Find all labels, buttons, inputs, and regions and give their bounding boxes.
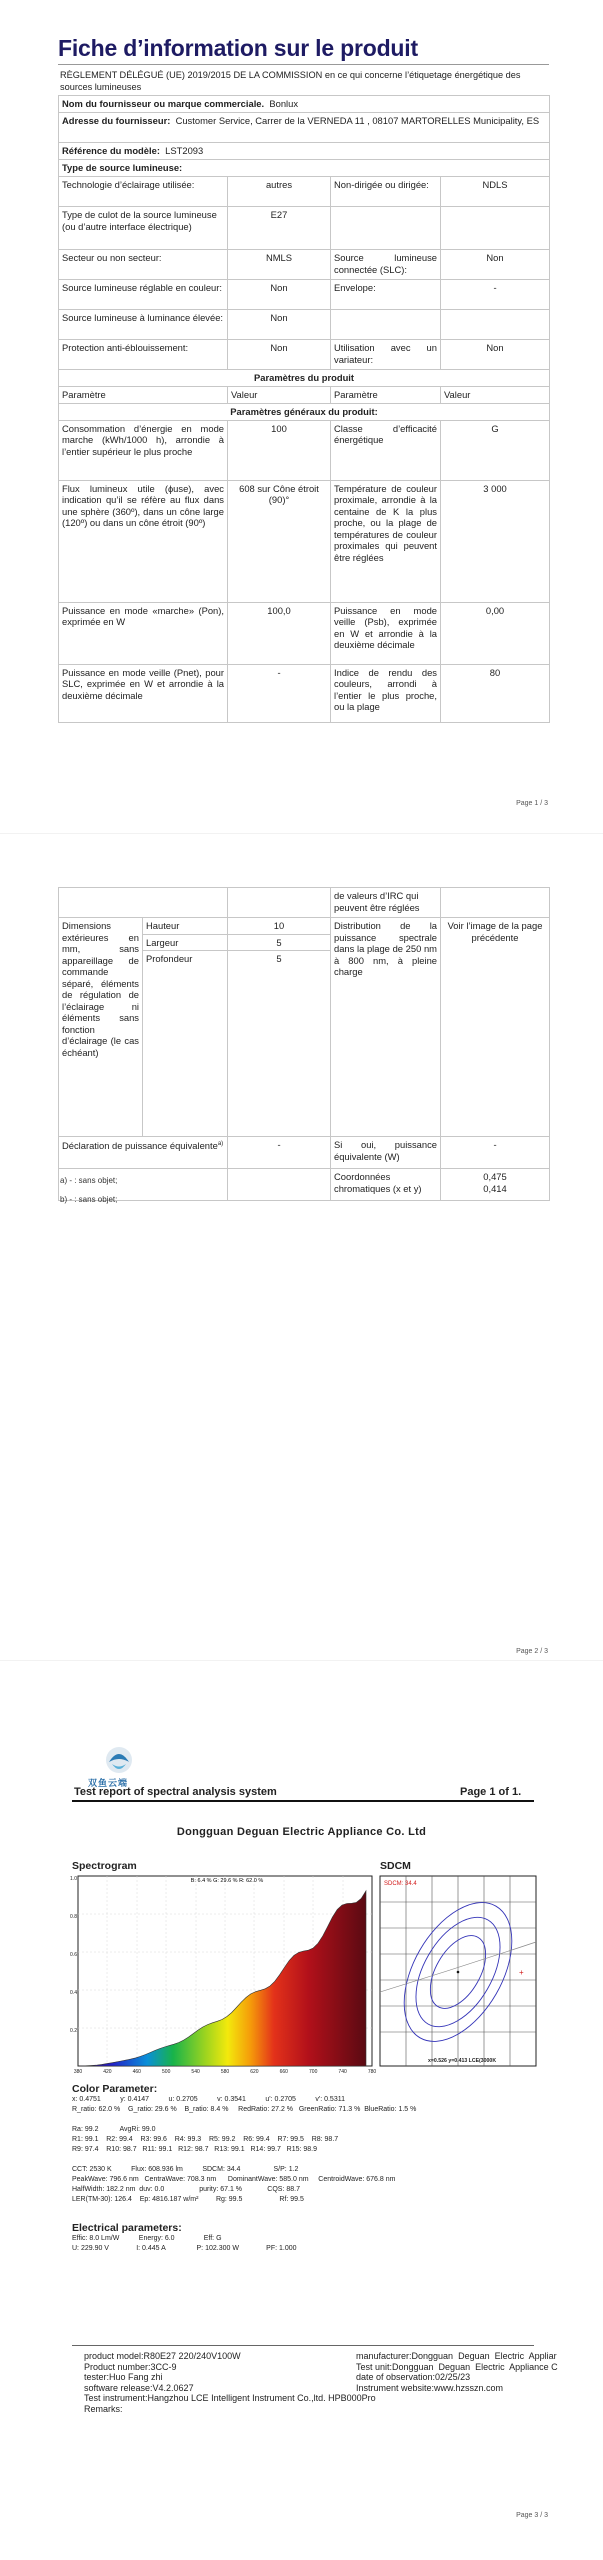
address-label: Adresse du fournisseur: [62, 115, 171, 126]
params-header: Paramètres du produit [59, 370, 550, 387]
colour-label: Source lumineuse réglable en couleur: [59, 280, 228, 310]
general-header: Paramètres généraux du produit: [59, 404, 550, 421]
cri-label: Indice de rendu des couleurs, arrondi à l’entier le plus proche, ou la plage [331, 664, 441, 722]
footer-right-line: date of observation:02/25/23 [356, 2372, 471, 2382]
cct-value: 3 000 [441, 480, 550, 602]
address-value: Customer Service, Carrer de la VERNEDA 11 , 08107 MARTORELLES Municipality, ES [175, 115, 540, 126]
envelope-label: Envelope: [331, 280, 441, 310]
spectro-x-tick: 700 [309, 2069, 318, 2075]
footnote-b: b) - : sans objet; [60, 1195, 118, 1204]
footer-right-line: manufacturer:Dongguan Deguan Electric Appliar [356, 2351, 557, 2361]
glare-value: Non [228, 340, 331, 370]
footer-left-line: Product number:3CC-9 [84, 2361, 177, 2372]
dimmer-label: Utilisation avec un variateur: [331, 340, 441, 370]
regulation-text [60, 69, 548, 93]
height-label: Hauteur [143, 918, 228, 935]
col-param-1: Paramètre [59, 387, 228, 404]
footer-right-line: Test unit:Dongguan Deguan Electric Appliance C [356, 2361, 558, 2372]
color-param-label: Color Parameter: [72, 2083, 158, 2095]
standby-value: 0,00 [441, 602, 550, 664]
page-1 [0, 0, 603, 833]
color-param-line: HalfWidth: 182.2 nm duv: 0.0 purity: 67.1 % CQS: 88.7 [72, 2186, 300, 2193]
onpower-label: Puissance en mode «marche» (Pon), exprimée en W [59, 602, 228, 664]
spectral-label: Distribution de la puissance spectrale dans la plage de 250 nm à 800 nm, à pleine charge [331, 918, 441, 1137]
document-title: Fiche d’information sur le produit [58, 35, 418, 61]
spectro-x-tick: 740 [338, 2069, 347, 2075]
tech-label: Technologie d’éclairage utilisée: [59, 177, 228, 207]
consumption-label: Consommation d’énergie en mode marche (kWh/1000 h), arrondie à l’entier supérieur le plus proche [59, 420, 228, 480]
report-title: Test report of spectral analysis system [74, 1786, 277, 1798]
spectrogram-label: Spectrogram [72, 1860, 137, 1872]
flux-label: Flux lumineux utile (ɸuse), avec indication qu’il se réfère au flux dans une sphère (360º), dans un cône large (120º) ou dans un cône étroit (90º) [59, 480, 228, 602]
type-header: Type de source lumineuse: [59, 160, 550, 177]
model-value: LST2093 [165, 145, 204, 156]
spectro-x-tick: 660 [279, 2069, 288, 2075]
connected-label: Source lumineuse connectée (SLC): [331, 250, 441, 280]
supplier-table [58, 95, 550, 723]
standby-label: Puissance en mode veille (Psb), exprimée en W et arrondie à la deuxième décimale [331, 602, 441, 664]
dimensions-label: Dimensions extérieures en mm, sans appareillage de commande séparé, éléments de régulation de l’éclairage ni éléments sans fonction d’éclairage (le cas échéant) [59, 918, 143, 1137]
color-param-line: R9: 97.4 R10: 98.7 R11: 99.1 R12: 98.7 R13: 99.1 R14: 99.7 R15: 98.9 [72, 2146, 318, 2153]
color-param-line: R_ratio: 62.0 % G_ratio: 29.6 % B_ratio: 8.4 % RedRatio: 27.2 % GreenRatio: 71.3 % BlueRatio: 1.5 % [72, 2106, 417, 2113]
tech-value: autres [228, 177, 331, 207]
onpower-value: 100,0 [228, 602, 331, 664]
report-page: Page 1 of 1. [460, 1786, 522, 1798]
col-param-2: Paramètre [331, 387, 441, 404]
spectral-value: Voir l’image de la page précédente [441, 918, 550, 1137]
width-value: 5 [228, 934, 331, 951]
cri-cont: de valeurs d’IRC qui peuvent être réglées [331, 888, 441, 918]
netstandby-value: - [228, 664, 331, 722]
spectro-y-tick: 0.8 [70, 1914, 77, 1920]
cap-label-2: (ou d’autre interface électrique) [62, 220, 192, 232]
report-rule [72, 1800, 534, 1802]
highlum-label: Source lumineuse à luminance élevée: [59, 310, 228, 340]
equiv-label: Déclaration de puissance équivalente [62, 1140, 218, 1152]
cap-value: E27 [228, 207, 331, 250]
footer-rule [72, 2345, 534, 2346]
company-name: Dongguan Deguan Electric Appliance Co. Ltd [176, 1826, 427, 1838]
glare-label: Protection anti-éblouissement: [59, 340, 228, 370]
electrical-label: Electrical parameters: [72, 2222, 182, 2234]
equiv-if-label: Si oui, puissance équivalente (W) [331, 1137, 441, 1169]
spectro-x-tick: 780 [367, 2069, 377, 2075]
color-param-line: x: 0.4751 y: 0.4147 u: 0.2705 v: 0.3541 u': 0.2705 v': 0.5311 [72, 2096, 345, 2103]
chroma-y: 0,414 [483, 1182, 507, 1194]
mains-value: NMLS [228, 250, 331, 280]
page-number-1: Page 1 / 3 [516, 800, 548, 807]
efficiency-value: G [441, 420, 550, 480]
equiv-value: - [228, 1137, 331, 1169]
spectro-x-tick: 460 [132, 2069, 141, 2075]
footer-right-line: Instrument website:www.hzsszn.com [356, 2382, 504, 2393]
sdcm-chart [380, 1872, 540, 2080]
nondir-label: Non-dirigée ou dirigée: [331, 177, 441, 207]
mains-label: Secteur ou non secteur: [59, 250, 228, 280]
spectro-y-tick: 1.0 [70, 1876, 77, 1882]
footer-left-line: Remarks: [84, 2403, 123, 2414]
cap-label-cell [59, 207, 228, 250]
spectro-x-tick: 380 [73, 2069, 83, 2075]
spectro-x-tick: 540 [191, 2069, 200, 2075]
footer-left-line: tester:Huo Fang zhi [84, 2372, 163, 2382]
color-param-line: CCT: 2530 K Flux: 608.936 lm SDCM: 34.4 S/P: 1.2 [72, 2166, 299, 2173]
spectro-y-ticks [70, 1876, 77, 2034]
model-label: Référence du modèle: [62, 145, 160, 156]
cri-value: 80 [441, 664, 550, 722]
colour-value: Non [228, 280, 331, 310]
electrical-line: Effic: 8.0 Lm/W Energy: 6.0 Eff: G [72, 2235, 222, 2242]
model-row [59, 143, 550, 160]
company-logo [84, 1742, 154, 1792]
regulation-bold: RÈGLEMENT DÉLÉGUÉ (UE) 2019/2015 DE LA COMMISSION [60, 70, 323, 80]
regulation-rest: en ce qui concerne l’étiquetage énergétique des sources lumineuses [60, 70, 521, 92]
footer-left-line: software release:V4.2.0627 [84, 2382, 194, 2393]
supplier-row [59, 96, 550, 113]
equiv-if-value: - [441, 1137, 550, 1169]
page-2 [0, 833, 603, 1660]
sdcm-footer: x=0.526 y=0.413 LCE(3000K [428, 2058, 497, 2064]
envelope-value: - [441, 280, 550, 310]
spectro-x-tick: 620 [250, 2069, 259, 2075]
chroma-values [441, 1169, 550, 1201]
netstandby-label: Puissance en mode veille (Pnet), pour SLC, exprimée en W et arrondie à la deuxième décimale [59, 664, 228, 722]
address-row [59, 113, 550, 143]
color-param-line: Ra: 99.2 AvgRi: 99.0 [72, 2126, 156, 2133]
chroma-x: 0,475 [483, 1171, 507, 1182]
connected-value: Non [441, 250, 550, 280]
color-param-line: PeakWave: 796.6 nm CentraWave: 708.3 nm DominantWave: 585.0 nm CentroidWave: 676.8 nm [72, 2176, 396, 2183]
nondir-value: NDLS [441, 177, 550, 207]
highlum-value: Non [228, 310, 331, 340]
spectro-x-tick: 580 [220, 2069, 230, 2075]
spectrogram-chart [72, 1872, 378, 2080]
title-rule [58, 64, 549, 65]
equiv-label-cell [59, 1137, 228, 1169]
params-table-cont [58, 887, 550, 1201]
efficiency-label: Classe d’efficacité énergétique [331, 420, 441, 480]
spectro-y-tick: 0.6 [70, 1952, 77, 1958]
spectro-header: B: 6.4 % G: 29.6 % R: 62.0 % [190, 1878, 264, 1884]
page-number-2: Page 2 / 3 [516, 1648, 548, 1655]
chroma-label: Coordonnées chromatiques (x et y) [331, 1169, 441, 1201]
logo-text: 双鱼云端 [88, 1778, 129, 1788]
spectro-x-ticks [74, 2069, 377, 2075]
color-param-line: R1: 99.1 R2: 99.4 R3: 99.6 R4: 99.3 R5: 99.2 R6: 99.4 R7: 99.5 R8: 98.7 [72, 2136, 339, 2143]
cap-label: Type de culot de la source lumineuse [62, 209, 217, 220]
width-label: Largeur [143, 934, 228, 951]
flux-value: 608 sur Cône étroit (90)° [228, 480, 331, 602]
supplier-value: Bonlux [269, 98, 299, 109]
electrical-line: U: 229.90 V I: 0.445 A P: 102.300 W PF: 1.000 [72, 2245, 297, 2252]
measured-point-icon: + [519, 1968, 524, 1977]
spectro-x-tick: 500 [162, 2069, 171, 2075]
col-value-1: Valeur [228, 387, 331, 404]
sdcm-center [457, 1971, 460, 1974]
cct-label: Température de couleur proximale, arrondie à la centaine de K la plus proche, ou la plage de températures de couleur proximales qui peuvent être réglées [331, 480, 441, 602]
supplier-label: Nom du fournisseur ou marque commerciale. [62, 98, 265, 109]
footer-left-line: product model:R80E27 220/240V100W [84, 2351, 241, 2361]
height-value: 10 [228, 918, 331, 935]
equiv-sup: a) [217, 1141, 224, 1147]
depth-value: 5 [228, 951, 331, 1137]
sdcm-value: SDCM: 34.4 [384, 1881, 417, 1887]
spectro-y-tick: 0.2 [70, 2028, 77, 2034]
dimmer-value: Non [441, 340, 550, 370]
col-value-2: Valeur [441, 387, 550, 404]
page-number-3: Page 3 / 3 [516, 2512, 548, 2519]
footnote-a: a) - : sans objet; [60, 1176, 118, 1185]
sdcm-label: SDCM [380, 1860, 411, 1872]
spectro-x-tick: 420 [103, 2069, 112, 2075]
color-param-line: LER(TM-30): 126.4 Ep: 4816.187 w/m² Rg: 99.5 Rf: 99.5 [72, 2196, 304, 2203]
footer-left-line: Test instrument:Hangzhou LCE Intelligent Instrument Co.,ltd. HPB000Pro [84, 2393, 376, 2403]
spectro-y-tick: 0.4 [70, 1990, 77, 1996]
consumption-value: 100 [228, 420, 331, 480]
depth-label: Profondeur [143, 951, 228, 1137]
